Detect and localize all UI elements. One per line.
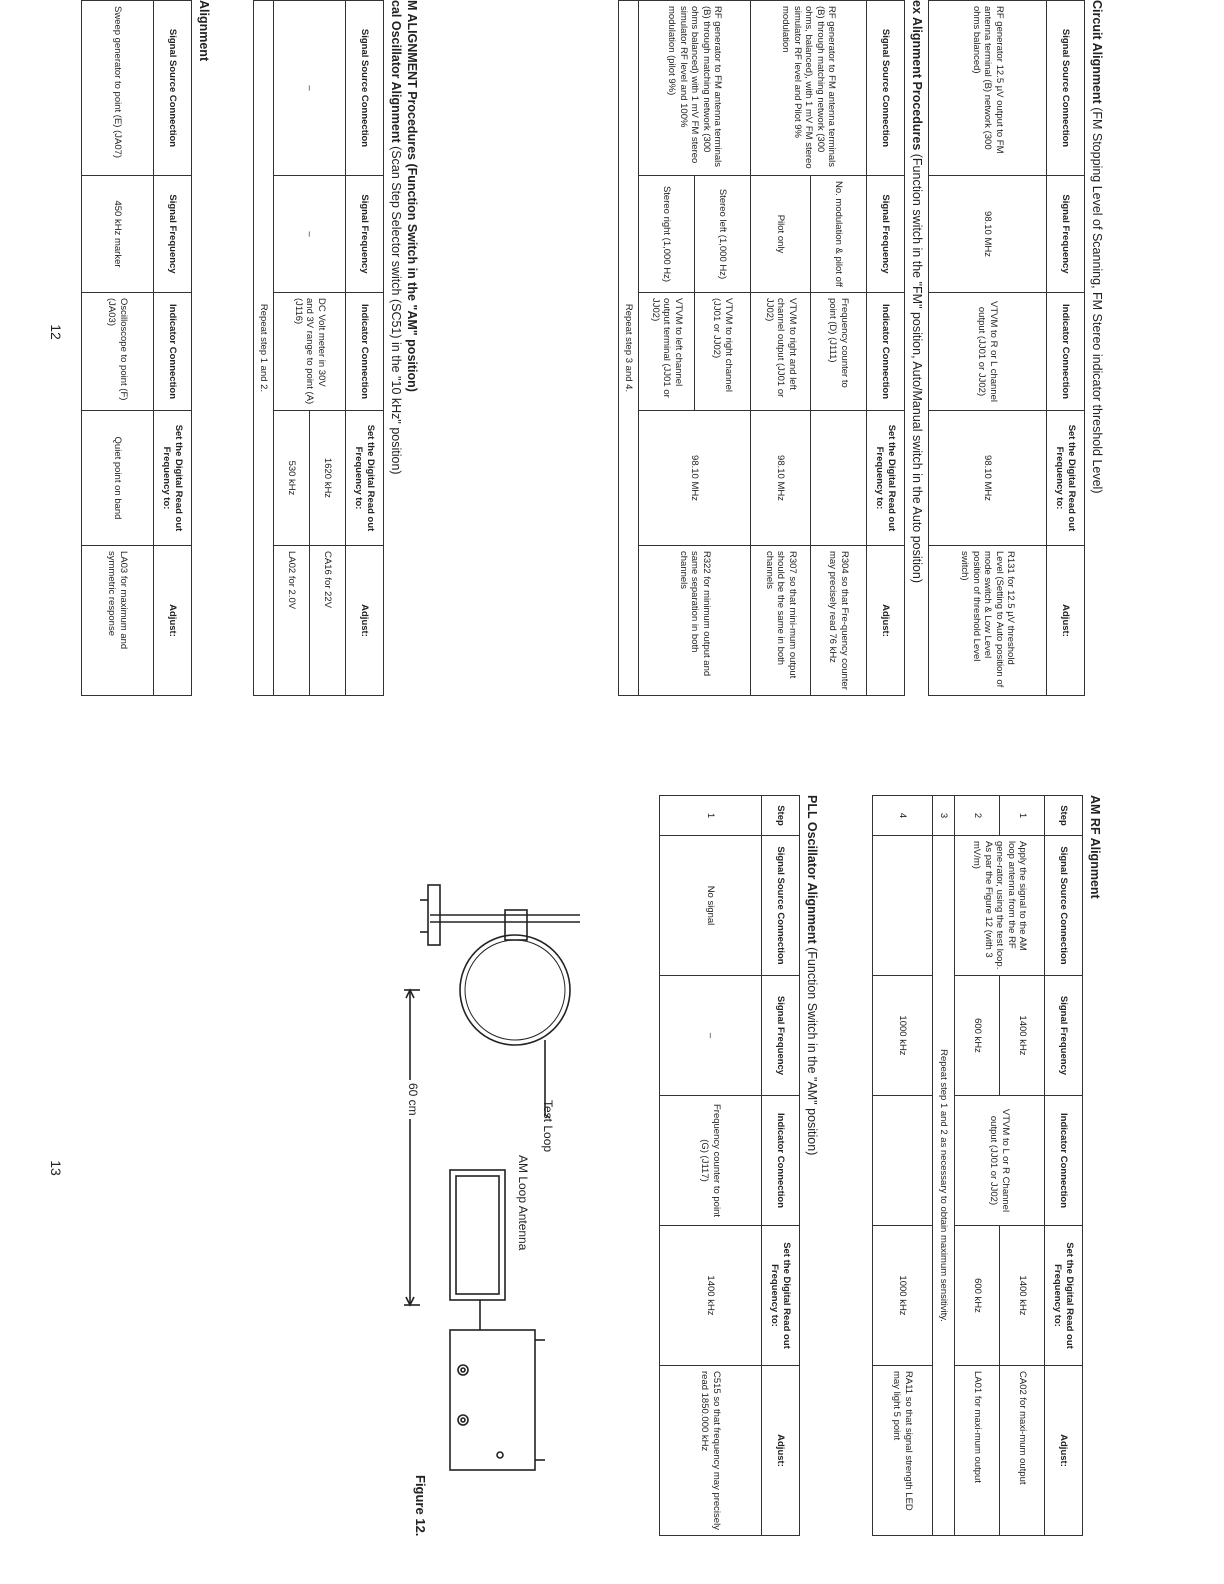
table-row bbox=[933, 796, 955, 1536]
table-cell: 98.10 MHz bbox=[639, 411, 751, 546]
table-cell: – bbox=[660, 976, 762, 1096]
table-cell: 450 kHz marker bbox=[82, 176, 154, 293]
table-cell: VTVM to right and left channel output (JJ01 or JJ02) bbox=[751, 293, 811, 411]
table-header: Signal Frequency bbox=[154, 176, 192, 293]
table-row bbox=[695, 1, 751, 696]
terminal-knob-2 bbox=[458, 1415, 468, 1425]
table-cell: – bbox=[274, 1, 346, 176]
table-row bbox=[873, 796, 933, 1536]
table-cell: Repeat step 1 and 2. bbox=[254, 1, 274, 696]
table-header: Set the Digital Read out Frequency to: bbox=[867, 411, 905, 546]
am-rf-alignment-section bbox=[872, 795, 1103, 1545]
table-cell: DC Volt meter in 30V and 3V range to point (A) (J116) bbox=[274, 293, 346, 411]
table-header: Signal Source Connection bbox=[154, 1, 192, 176]
table-cell: 1000 kHz bbox=[873, 1226, 933, 1366]
table-cell: LA02 for 2.0V bbox=[274, 546, 310, 696]
table-cell: 600 kHz bbox=[955, 1226, 1000, 1366]
table-cell: 98.10 MHz bbox=[751, 411, 811, 546]
am-rf-alignment-table bbox=[872, 795, 1083, 1536]
table-header: Adjust: bbox=[346, 546, 384, 696]
table-header: Set the Digital Read out Frequency to: bbox=[346, 411, 384, 546]
table-cell: No. modulation & pilot off bbox=[811, 176, 867, 293]
table-cell: Oscilloscope to point (F) (JA03) bbox=[82, 293, 154, 411]
table-cell: VTVM to R or L channel output (JJ01 or JJ02) bbox=[929, 293, 1047, 411]
table-cell: C515 so that frequency may precisely read 1850.000 kHz bbox=[660, 1366, 762, 1536]
table-header-row bbox=[1047, 1, 1085, 696]
table-header: Indicator Connection bbox=[1047, 293, 1085, 411]
pll-alignment-section bbox=[659, 795, 820, 1545]
table-header: Indicator Connection bbox=[346, 293, 384, 411]
table-header: Indicator Connection bbox=[762, 1096, 800, 1226]
table-cell: R131 for 12.5 µV threshold Level (Setting to Auto position of mode switch & Low Level position of threshold Level switch) bbox=[929, 546, 1047, 696]
mpx-alignment-section bbox=[618, 0, 925, 700]
test-loop-ring-inner bbox=[465, 940, 565, 1040]
table-cell: 600 kHz bbox=[955, 976, 1000, 1096]
table-header: Signal Source Connection bbox=[1047, 1, 1085, 176]
pll-alignment-title: PLL Oscillator Alignment (Function Switch in the "AM" position) bbox=[805, 795, 819, 1156]
table-row bbox=[660, 796, 762, 1536]
am-if-alignment-section bbox=[81, 0, 212, 700]
table-row bbox=[254, 1, 274, 696]
table-cell: Frequency counter to point (G) (J117) bbox=[660, 1096, 762, 1226]
table-cell: Sweep generator to point (E) (JA07) bbox=[82, 1, 154, 176]
table-header-row bbox=[154, 1, 192, 696]
table-header: Signal Frequency bbox=[867, 176, 905, 293]
table-header: Adjust: bbox=[867, 546, 905, 696]
am-loop-antenna-label: AM Loop Antenna bbox=[516, 1155, 530, 1251]
table-cell bbox=[873, 1096, 933, 1226]
table-header: Indicator Connection bbox=[867, 293, 905, 411]
table-cell: – bbox=[274, 176, 346, 293]
page-number-left: 12 bbox=[47, 324, 64, 340]
figure-12-label: Figure 12. bbox=[413, 1475, 428, 1537]
table-header-row bbox=[346, 1, 384, 696]
page-number-right: 13 bbox=[47, 1160, 64, 1176]
table-header: Signal Source Connection bbox=[867, 1, 905, 176]
table-cell: Repeat step 1 and 2 as necessary to obtain maximum sensitivity. bbox=[933, 836, 955, 1536]
table-header: Signal Frequency bbox=[1045, 976, 1083, 1096]
table-cell: Apply the signal to the AM loop antenna from the RF gene-rator, using the test loop. As par the Figure 12 (with 3 mV/m) bbox=[955, 836, 1045, 976]
table-header: Indicator Connection bbox=[1045, 1096, 1083, 1226]
table-header: Signal Frequency bbox=[346, 176, 384, 293]
fm-circuit-alignment-section bbox=[928, 0, 1105, 700]
am-oscillator-table bbox=[253, 0, 384, 696]
table-header: Signal Source Connection bbox=[762, 836, 800, 976]
test-loop-ring bbox=[460, 935, 570, 1045]
table-header: Step bbox=[762, 796, 800, 836]
table-cell: 1 bbox=[660, 796, 762, 836]
table-cell: Repeat step 3 and 4. bbox=[619, 1, 639, 696]
fm-circuit-alignment-title: Circuit Alignment (FM Stopping Level of Scanning, FM Stereo indicator threshold Level) bbox=[1090, 0, 1104, 494]
table-row bbox=[1000, 796, 1045, 1536]
table-cell: 1400 kHz bbox=[1000, 976, 1045, 1096]
test-loop-label: Test Loop bbox=[541, 1100, 555, 1153]
table-cell: 1400 kHz bbox=[660, 1226, 762, 1366]
table-cell: R304 so that Fre-quency counter may precisely read 76 kHz bbox=[811, 546, 867, 696]
table-cell: Frequency counter to point (D) (J111) bbox=[811, 293, 867, 411]
table-header: Adjust: bbox=[154, 546, 192, 696]
table-header: Step bbox=[1045, 796, 1083, 836]
table-header: Signal Frequency bbox=[762, 976, 800, 1096]
table-header: Adjust: bbox=[1047, 546, 1085, 696]
table-cell: Stereo right (1,000 Hz) bbox=[639, 176, 695, 293]
table-cell: VTVM to L or R Channel output (JJ01 or JJ02) bbox=[955, 1096, 1045, 1226]
table-cell: RF generator to FM antenna terminals (B) through matching network (300 ohms balanced) with 1 mV FM stereo simulator RF level and 100% modulation (pilot 9%) bbox=[639, 1, 751, 176]
table-cell: LA03 for maximum and symmetric response bbox=[82, 546, 154, 696]
table-row bbox=[929, 1, 1047, 696]
table-row bbox=[82, 1, 154, 696]
table-cell: RF generator 12.5 µV output to FM antenna terminal (B) network (300 ohms balanced) bbox=[929, 1, 1047, 176]
table-cell: 4 bbox=[873, 796, 933, 836]
am-if-alignment-table bbox=[81, 0, 192, 696]
table-header: Indicator Connection bbox=[154, 293, 192, 411]
am-if-alignment-title: Alignment bbox=[197, 0, 211, 62]
table-cell: LA01 for maxi-mum output bbox=[955, 1366, 1000, 1536]
am-oscillator-section bbox=[253, 0, 420, 700]
table-header-row bbox=[867, 1, 905, 696]
terminal-knob-1 bbox=[458, 1365, 468, 1375]
table-cell: 3 bbox=[933, 796, 955, 836]
table-header: Adjust: bbox=[762, 1366, 800, 1536]
am-procedures-title: M ALIGNMENT Procedures (Function Switch in the "AM" position) bbox=[405, 0, 419, 392]
table-header: Set the Digital Read out Frequency to: bbox=[1045, 1226, 1083, 1366]
table-cell: No signal bbox=[660, 836, 762, 976]
table-header: Set the Digital Read out Frequency to: bbox=[154, 411, 192, 546]
table-cell: R307 so that mini-mum output should be the same in both channels bbox=[751, 546, 811, 696]
mpx-alignment-title: ex Alignment Procedures (Function switch in the "FM" position, Auto/Manual switch in the Auto position) bbox=[910, 0, 924, 583]
tuner-body bbox=[450, 1330, 535, 1470]
table-cell: 2 bbox=[955, 796, 1000, 836]
table-cell: RA11 so that signal strength LED may light 5 point bbox=[873, 1366, 933, 1536]
distance-label: 60 cm bbox=[406, 1080, 420, 1119]
table-cell: Quiet point on band bbox=[82, 411, 154, 546]
table-cell bbox=[811, 411, 867, 546]
table-cell: VTVM to right channel (JJ01 or JJ02) bbox=[695, 293, 751, 411]
table-row bbox=[811, 1, 867, 696]
mpx-alignment-table bbox=[618, 0, 905, 696]
table-cell: 98.10 MHz bbox=[929, 176, 1047, 293]
table-header: Set the Digital Read out Frequency to: bbox=[762, 1226, 800, 1366]
am-loop-antenna bbox=[450, 1170, 505, 1300]
table-cell: 1400 kHz bbox=[1000, 1226, 1045, 1366]
table-cell: 1000 kHz bbox=[873, 976, 933, 1096]
table-header: Adjust: bbox=[1045, 1366, 1083, 1536]
table-header: Set the Digital Read out Frequency to: bbox=[1047, 411, 1085, 546]
table-cell: Stereo left (1,000 Hz) bbox=[695, 176, 751, 293]
am-rf-alignment-title: AM RF Alignment bbox=[1088, 795, 1102, 899]
table-cell: CA02 for maxi-mum output bbox=[1000, 1366, 1045, 1536]
table-cell: RF generator to FM antenna terminals (B) through matching network (300 ohms, balanced), with 1 mV FM stereo simulator RF level and Pilot 9% modulation bbox=[751, 1, 867, 176]
table-header-row bbox=[762, 796, 800, 1536]
table-cell: 530 kHz bbox=[274, 411, 310, 546]
table-cell: R322 for minimum output and same separation in both channels bbox=[639, 546, 751, 696]
table-row bbox=[310, 1, 346, 696]
table-cell bbox=[873, 836, 933, 976]
table-header: Signal Source Connection bbox=[1045, 836, 1083, 976]
table-cell: VTVM to left channel output terminal (JJ01 or JJ02) bbox=[639, 293, 695, 411]
table-cell: 1 bbox=[1000, 796, 1045, 836]
table-cell: 98.10 MHz bbox=[929, 411, 1047, 546]
table-header-row bbox=[1045, 796, 1083, 1536]
table-cell: Pilot only bbox=[751, 176, 811, 293]
table-cell: CA16 for 22V bbox=[310, 546, 346, 696]
fm-circuit-alignment-table bbox=[928, 0, 1085, 696]
table-row bbox=[619, 1, 639, 696]
pll-alignment-table bbox=[659, 795, 800, 1536]
table-cell: 1620 kHz bbox=[310, 411, 346, 546]
table-header: Signal Source Connection bbox=[346, 1, 384, 176]
am-oscillator-title: cal Oscillator Alignment (Scan Step Selector switch (SC51) in the "10 kHz" position) bbox=[389, 0, 403, 475]
table-header: Signal Frequency bbox=[1047, 176, 1085, 293]
